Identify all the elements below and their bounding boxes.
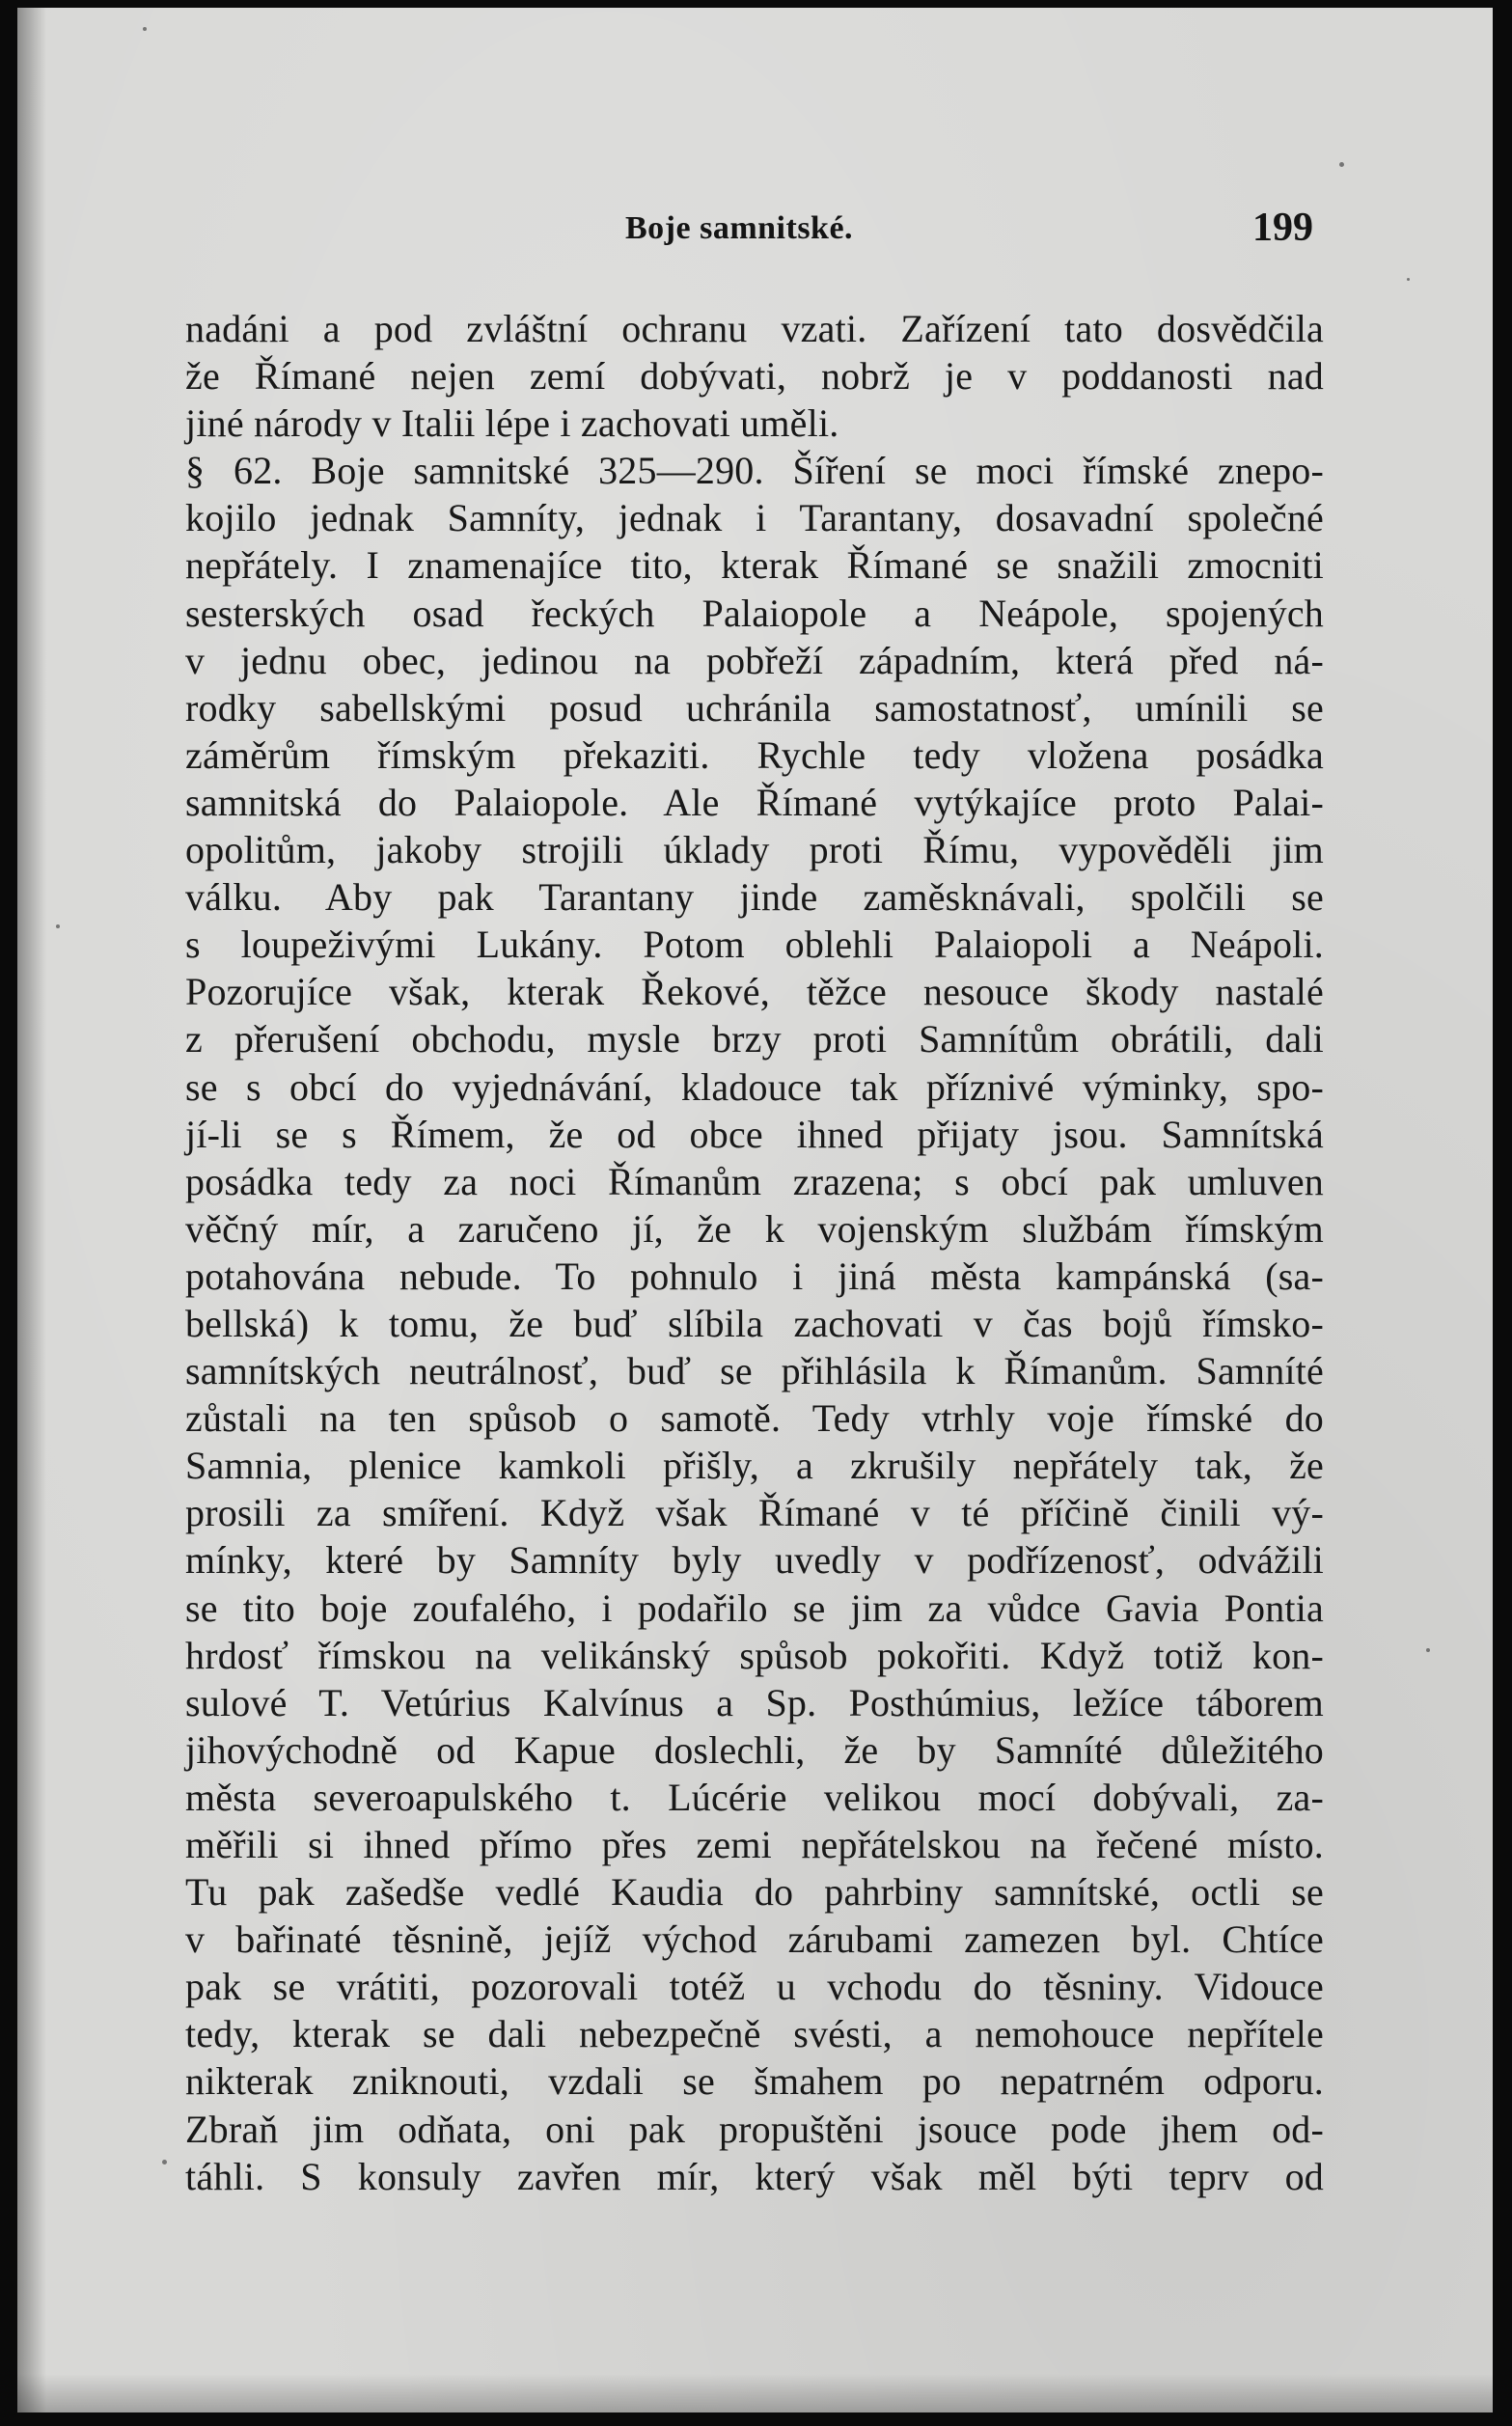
text-line: nepřátely. I znamenajíce tito, kterak Římané se snažili zmocniti <box>185 543 1324 588</box>
text-line: válku. Aby pak Tarantany jinde zaměsknávali, spolčili se <box>185 875 1324 920</box>
body-text <box>185 305 1324 2200</box>
text-line: věčný mír, a zaručeno jí, že k vojenským službám římským <box>185 1206 1324 1251</box>
text-line: opolitům, jakoby strojili úklady proti Římu, vypověděli jim <box>185 828 1324 872</box>
text-line: samnitská do Palaiopole. Ale Římané vytýkajíce proto Palai- <box>185 780 1324 824</box>
text-line: jihovýchodně od Kapue doslechli, že by Samníté důležitého <box>185 1727 1324 1772</box>
text-line: Tu pak zašedše vedlé Kaudia do pahrbiny samnítské, octli se <box>185 1870 1324 1915</box>
text-line: Pozorujíce však, kterak Řekové, těžce nesouce škody nastalé <box>185 970 1324 1014</box>
text-line: prosili za smíření. Když však Římané v té příčině činili vý- <box>185 1491 1324 1535</box>
paper-speck <box>56 924 60 928</box>
text-line: záměrům římským překaziti. Rychle tedy vložena posádka <box>185 732 1324 777</box>
text-line: měřili si ihned přímo přes zemi nepřátelskou na řečené místo. <box>185 1823 1324 1866</box>
text-line: potahována nebude. To pohnulo i jiná města kampánská (sa- <box>185 1254 1324 1298</box>
book-page <box>17 8 1493 2412</box>
running-title: Boje samnitské. <box>625 210 854 246</box>
text-line: v jednu obec, jedinou na pobřeží západním, která před ná- <box>185 638 1324 682</box>
text-line: z přerušení obchodu, mysle brzy proti Samnítům obrátili, dali <box>185 1017 1324 1061</box>
text-line: Zbraň jim odňata, oni pak propuštěni jsouce pode jhem od- <box>185 2107 1324 2151</box>
text-line: mínky, které by Samníty byly uvedly v podřízenosť, odvážili <box>185 1538 1324 1583</box>
text-line: hrdosť římskou na velikánský spůsob pokořiti. Když totiž kon- <box>185 1633 1324 1677</box>
text-line: v bařinaté těsnině, jejíž východ zárubami zamezen byl. Chtíce <box>185 1917 1324 1962</box>
text-line: nikterak zniknouti, vzdali se šmahem po nepatrném odporu. <box>185 2059 1324 2104</box>
text-line: s loupeživými Lukány. Potom oblehli Palaiopoli a Neápoli. <box>185 923 1324 967</box>
paper-speck <box>162 2160 167 2164</box>
text-line: tedy, kterak se dali nebezpečně svésti, a nemohouce nepřítele <box>185 2012 1324 2056</box>
text-line: jiné národy v Italii lépe i zachovati uměli. <box>185 401 839 446</box>
paper-speck <box>143 27 147 31</box>
text-line: se s obcí do vyjednávání, kladouce tak příznivé výminky, spo- <box>185 1064 1324 1109</box>
text-line: rodky sabellskými posud uchránila samostatnosť, umínili se <box>185 685 1324 730</box>
running-head <box>17 201 1493 259</box>
text-line: zůstali na ten spůsob o samotě. Tedy vtrhly voje římské do <box>185 1396 1324 1441</box>
text-line: pak se vrátiti, pozorovali totéž u vchodu do těsniny. Vidouce <box>185 1965 1324 2009</box>
text-line: Samnia, plenice kamkoli přišly, a zkrušily nepřátely tak, že <box>185 1444 1324 1488</box>
paper-speck <box>1426 1648 1430 1652</box>
text-line: jí-li se s Římem, že od obce ihned přijaty jsou. Samnítská <box>185 1112 1324 1156</box>
text-line: nadáni a pod zvláštní ochranu vzati. Zařízení tato dosvědčila <box>185 307 1324 350</box>
paper-speck <box>1339 162 1344 167</box>
text-line: bellská) k tomu, že buď slíbila zachovati v čas bojů římsko- <box>185 1301 1324 1345</box>
page-number: 199 <box>1252 206 1313 250</box>
text-line: táhli. S konsuly zavřen mír, který však měl býti teprv od <box>185 2154 1324 2198</box>
text-line: kojilo jednak Samníty, jednak i Tarantany, dosavadní společné <box>185 496 1324 540</box>
text-line: posádka tedy za noci Římanům zrazena; s obcí pak umluven <box>185 1159 1324 1203</box>
text-line: samnítských neutrálnosť, buď se přihlásila k Římanům. Samníté <box>185 1349 1324 1393</box>
text-line: sulové T. Vetúrius Kalvínus a Sp. Posthúmius, ležíce táborem <box>185 1680 1324 1724</box>
text-line: města severoapulského t. Lúcérie velikou mocí dobývali, za- <box>185 1775 1324 1819</box>
page-edge-shadow <box>17 8 46 2412</box>
text-line: že Římané nejen zemí dobývati, nobrž je v poddanosti nad <box>185 354 1324 399</box>
text-line: sesterských osad řeckých Palaiopole a Neápole, spojených <box>185 591 1324 635</box>
page-bottom-shadow <box>17 2374 1493 2412</box>
text-line: se tito boje zoufalého, i podařilo se jim za vůdce Gavia Pontia <box>185 1585 1324 1630</box>
section-heading-line: § 62. Boje samnitské 325—290. Šíření se moci římské znepo- <box>185 449 1324 493</box>
paper-speck <box>1407 278 1410 281</box>
